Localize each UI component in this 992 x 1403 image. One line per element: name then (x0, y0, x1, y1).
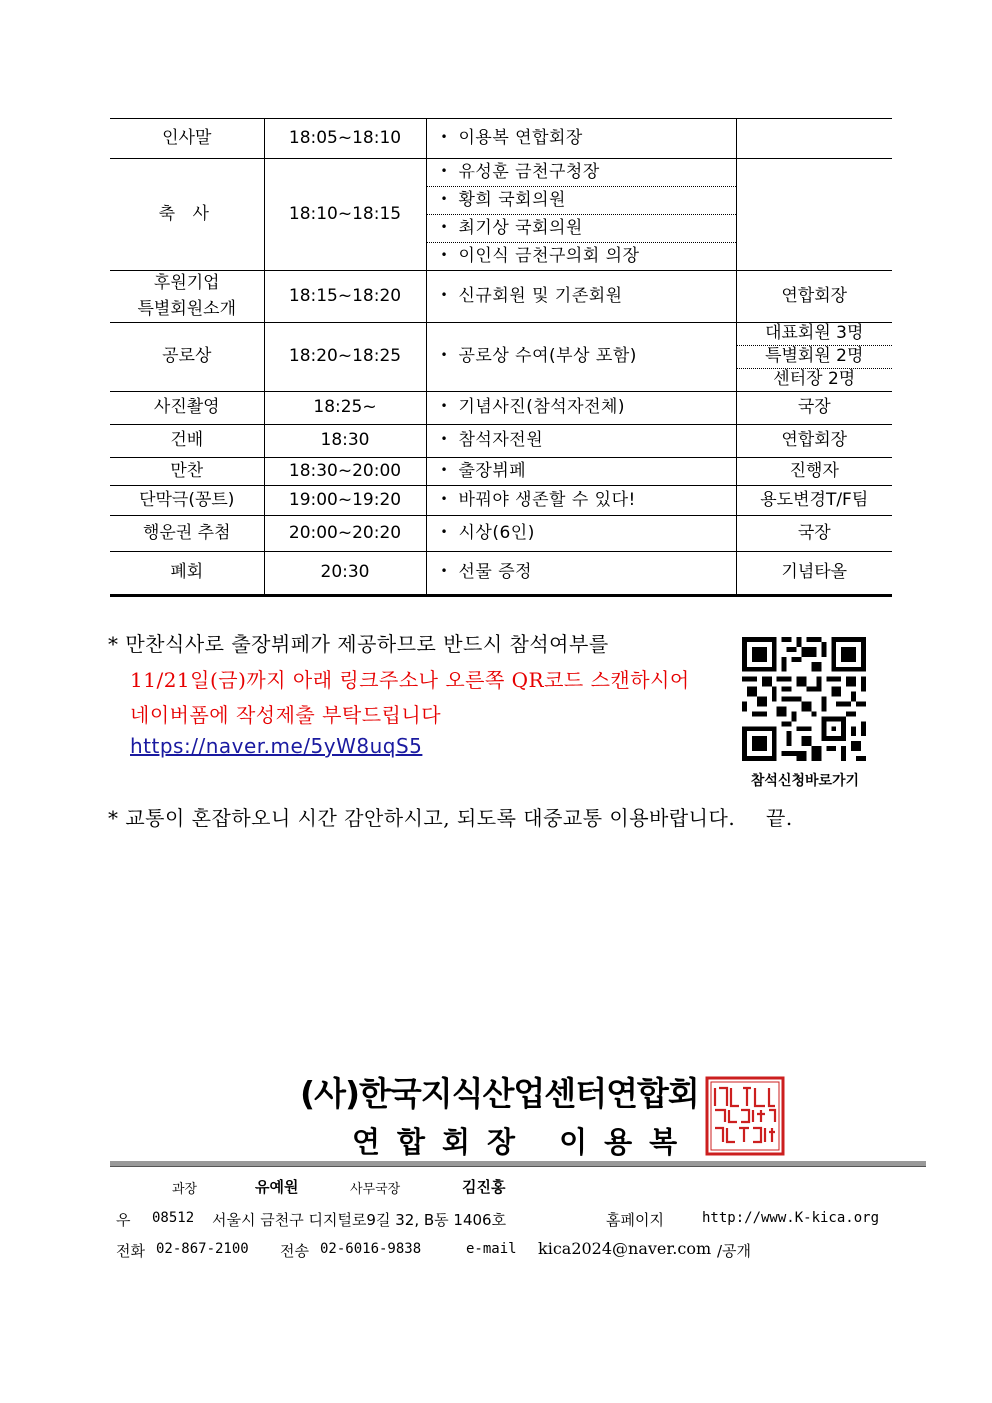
owner-cell (736, 119, 892, 159)
item-line: 특별회원소개 (137, 298, 237, 319)
content-cell: • 이인식 금천구의회 의장 (426, 243, 736, 271)
table-row (110, 516, 892, 552)
bullet-icon: • (440, 462, 448, 477)
qr-label: 참석신청바로가기 (750, 773, 860, 789)
bullet-icon: • (440, 524, 448, 539)
owner-cell: 대표회원 3명 (736, 323, 892, 346)
owner-cell: 기념타올 (736, 552, 892, 596)
rsvp-link[interactable]: https://naver.me/5yW8uqS5 (130, 734, 423, 758)
bullet-icon: • (440, 129, 448, 144)
bullet-icon: • (440, 287, 448, 302)
note-traffic-text: * 교통이 혼잡하오니 시간 감안하시고, 되도록 대중교통 이용바랍니다. (108, 806, 736, 830)
bullet-icon: • (440, 348, 448, 363)
rsvp-link-wrap (130, 734, 422, 758)
email-address[interactable]: kica2024@naver.com (538, 1239, 712, 1258)
bullet-icon: • (440, 399, 448, 414)
table-row (110, 392, 892, 425)
note-traffic (108, 802, 793, 831)
table-row (110, 552, 892, 596)
president-name: 연합회장 이용복 (352, 1125, 695, 1159)
content-cell: • 출장뷔페 (426, 458, 736, 486)
item-cell: 사진촬영 (110, 392, 264, 425)
bullet-icon: • (440, 247, 448, 262)
time-cell: 18:20~18:25 (264, 323, 426, 392)
homepage-label: 홈페이지 (606, 1211, 664, 1229)
time-cell: 18:15~18:20 (264, 271, 426, 323)
content-cell: • 시상(6인) (426, 516, 736, 552)
phone-number: 02-867-2100 (156, 1241, 249, 1257)
owner-cell (736, 159, 892, 271)
owner-cell: 진행자 (736, 458, 892, 486)
table-row (110, 323, 892, 346)
fax-label: 전송 (280, 1242, 309, 1260)
item-cell: 만찬 (110, 458, 264, 486)
content-cell: • 바꿔야 생존할 수 있다! (426, 486, 736, 516)
time-cell: 20:00~20:20 (264, 516, 426, 552)
note-rsvp-line1: * 만찬식사로 출장뷔페가 제공하므로 반드시 참석여부를 (108, 632, 609, 656)
item-cell: 행운권 추첨 (110, 516, 264, 552)
owner-cell: 국장 (736, 392, 892, 425)
address: 서울시 금천구 디지털로9길 32, B동 1406호 (212, 1211, 507, 1229)
time-cell: 18:10~18:15 (264, 159, 426, 271)
owner-cell: 용도변경T/F팀 (736, 486, 892, 516)
content-cell: • 신규회원 및 기존회원 (426, 271, 736, 323)
table-row (110, 271, 892, 323)
time-cell: 18:30 (264, 425, 426, 458)
phone-label: 전화 (116, 1242, 145, 1260)
note-rsvp-line2: 11/21일(금)까지 아래 링크주소나 오른쪽 QR코드 스캔하시어 (130, 668, 690, 692)
bullet-icon: • (440, 432, 448, 447)
table-row (110, 159, 892, 187)
content-cell: • 기념사진(참석자전체) (426, 392, 736, 425)
table-row (110, 119, 892, 159)
item-cell: 폐회 (110, 552, 264, 596)
content-cell: • 이용복 연합회장 (426, 119, 736, 159)
table-row (110, 425, 892, 458)
item-cell (110, 271, 264, 323)
schedule-table (110, 118, 892, 597)
time-cell: 18:30~20:00 (264, 458, 426, 486)
manager-name: 유예원 (255, 1178, 299, 1196)
content-cell: • 황희 국회의원 (426, 187, 736, 215)
bullet-icon: • (440, 491, 448, 506)
table-row (110, 458, 892, 486)
organization-name: (사)한국지식산업센터연합회 (300, 1074, 699, 1113)
official-seal-icon (705, 1076, 785, 1156)
director-name: 김진홍 (462, 1178, 506, 1196)
owner-cell: 국장 (736, 516, 892, 552)
fax-number: 02-6016-9838 (320, 1241, 422, 1257)
postal-label: 우 (116, 1211, 131, 1229)
director-title: 사무국장 (350, 1182, 401, 1197)
bullet-icon: • (440, 564, 448, 579)
owner-cell: 특별회원 2명 (736, 346, 892, 369)
postal-code: 08512 (152, 1210, 195, 1226)
bullet-icon: • (440, 163, 448, 178)
note-end-mark: 끝. (766, 806, 793, 830)
time-cell: 19:00~19:20 (264, 486, 426, 516)
item-cell: 건배 (110, 425, 264, 458)
qr-code-icon[interactable] (742, 637, 866, 761)
time-cell: 18:05~18:10 (264, 119, 426, 159)
time-cell: 18:25~ (264, 392, 426, 425)
footer-divider (110, 1161, 926, 1167)
item-cell: 단막극(꽁트) (110, 486, 264, 516)
item-cell: 인사말 (110, 119, 264, 159)
content-cell: • 최기상 국회의원 (426, 215, 736, 243)
manager-title: 과장 (172, 1182, 198, 1197)
bullet-icon: • (440, 219, 448, 234)
content-cell: • 공로상 수여(부상 포함) (426, 323, 736, 392)
bullet-icon: • (440, 191, 448, 206)
content-cell: • 유성훈 금천구청장 (426, 159, 736, 187)
item-line: 후원기업 (153, 273, 220, 293)
content-cell: • 참석자전원 (426, 425, 736, 458)
note-rsvp-line3: 네이버폼에 작성제출 부탁드립니다 (130, 703, 442, 727)
table-row (110, 486, 892, 516)
time-cell: 20:30 (264, 552, 426, 596)
content-cell: • 선물 증정 (426, 552, 736, 596)
item-cell: 축 사 (110, 159, 264, 271)
owner-cell: 연합회장 (736, 425, 892, 458)
owner-cell: 연합회장 (736, 271, 892, 323)
email-label: e-mail (466, 1241, 517, 1257)
item-cell: 공로상 (110, 323, 264, 392)
homepage-link[interactable]: http://www.K-kica.org (702, 1210, 880, 1226)
owner-cell: 센터장 2명 (736, 369, 892, 392)
disclosure-status: /공개 (717, 1242, 752, 1260)
